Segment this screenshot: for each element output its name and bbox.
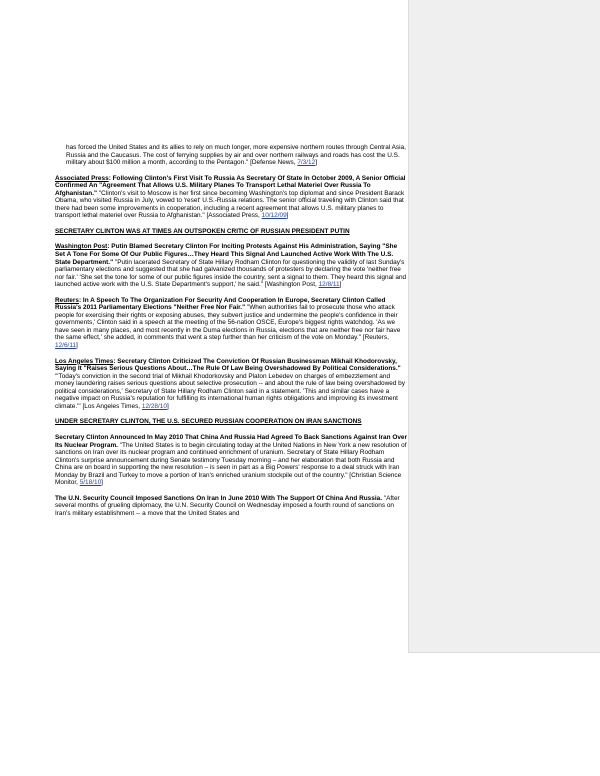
news-item: Los Angeles Times: Secretary Clinton Criticized The Conviction Of Russian Businessman Mikhail Khodorovsky, Saying It "Raises Serious Questions About…The Rule Of Law Being Overshadowed By Political Considerations." "'Today's conviction in the second trial of Mikhail Khodorkovsky and Platon Lebedev on charges of embezzlement and money laundering raises serious questions about selective prosecution -- and about the rule of law being overshadowed by political considerations,' Secretary of State Hillary Rodham Clinton said in a statement. 'This and similar cases have a negative impact on Russia's reputation for fulfilling its international human rights obligations and improving its investment climate.'" [Los Angeles Times, 12/28/10] [55,357,405,410]
citation-link[interactable]: 12/8/11 [318,281,340,289]
item-text: "Putin lacerated Secretary of State Hillary Rodham Clinton for questioning the validity of last Sunday's parliamentary elections and suggested that she had galvanized thousands of protesters by declaring the vote 'neither free nor fair.' 'She set the tone for some of our public figures inside the country, sent a signal to them. They heard this signal and launched active work with the U.S. State Department's support,' he said." [Washington Post, [55,258,407,289]
news-item: Secretary Clinton Announced In May 2010 That China And Russia Had Agreed To Back Sanctions Against Iran Over Its Nuclear Program. "The United States is to begin circulating today at the United Nations in New York a new resolution of sanctions on Iran over its nuclear program and continued enrichment of uranium. Secretary of State Hillary Rodham Clinton's surprise announcement during Senate testimony Tuesday morning – and her elaboration that both Russia and China are on board in supporting the new resolution – is seen in part as a Big Powers' response to a deal struck with Iran Monday by Brazil and Turkey to move a portion of Iran's enriched uranium stockpile out of the country." [Christian Science Monitor, 5/18/10] [55,433,407,487]
paragraph-continued: has forced the United States and its allies to rely on much longer, more expensive northern routes through Central Asia, Russia and the Caucasus. The cost of ferrying supplies by air and over northern railways and roads has cost the U.S. military about $100 million a month, according to the Pentagon." [Defense News, 7/3/12] [66,144,406,167]
item-headline: : Following Clinton's First Visit To Russia As Secretary Of State In October 2009, A Senior Official Confirmed An "Agreement That Allows U.S. Military Planes To Transport Lethal Materiel Over Russia To Afghanistan." [55,174,406,197]
item-text: "The United States is to begin circulating today at the United Nations in New York a new resolution of sanctions on Iran over its nuclear program and continued enrichment of uranium. Secretary of State Hillary Rodham Clinton's surprise announcement during Senate testimony Tuesday morning – and her elaboration that both Russia and China are on board in supporting the new resolution – is seen in part as a Big Powers' response to a deal struck with Iran Monday by Brazil and Turkey to move a portion of Iran's enriched uranium stockpile out of the country." [Christian Science Monitor, [55,441,407,487]
comment-margin-panel [408,0,600,653]
news-item: Reuters: In A Speech To The Organization For Security And Cooperation In Europe, Secretary Clinton Called Russia's 2011 Parliamentary Elections "Neither Free Nor Fair." "When authorities fail to prosecute those who attack people for exercising their rights or exposing abuses, they subvert justice and undermine the people's confidence in their governments,' Clinton said in a speech at the meeting of the 56-nation OSCE, Europe's biggest rights watchdog. 'As we have seen in many places, and most recently in the Duma elections in Russia, elections that are neither free nor fair have the same effect,' she added, in comments that went a step further than her criticism of the vote on Monday." [Reuters, 12/6/11] [55,296,401,350]
item-text: "When authorities fail to prosecute those who attack people for exercising their rights or exposing abuses, they subvert justice and undermine the people's confidence in their governments,' Clinton said in a speech at the meeting of the 56-nation OSCE, Europe's biggest rights watchdog. 'As we have seen in many places, and most recently in the Duma elections in Russia, elections that are neither free nor fair have the same effect,' she added, in comments that went a step further than her criticism of the vote on Monday." [Reuters, [55,304,401,342]
section-heading: UNDER SECRETARY CLINTON, THE U.S. SECURED RUSSIAN COOPERATION ON IRAN SANCTIONS [55,418,362,426]
item-headline: Secretary Clinton Announced In May 2010 That China And Russia Had Agreed To Back Sanctions Against Iran Over Its Nuclear Program. [55,433,407,449]
citation-link[interactable]: 12/28/10 [141,402,167,410]
citation-link[interactable]: 12/6/11 [55,342,76,350]
citation-link[interactable]: 5/18/10 [79,479,102,487]
source-name: Associated Press [55,174,109,182]
item-text: "Clinton's visit to Moscow is her first since becoming Washington's top diplomat and since President Barack Obama, who visited Russia in July, vowed to 'reset' U.S.-Russia relations. The senior official traveling with Clinton said that there had been some improvements in cooperation, including a recent agreement that allows U.S. military planes to transport lethal materiel over Russia to Afghanistan." [Associated Press, [55,189,405,220]
source-name: Washington Post [55,243,108,251]
item-text: "'Today's conviction in the second trial of Mikhail Khodorkovsky and Platon Lebedev on charges of embezzlement and money laundering raises serious questions about selective prosecution -- and about the rule of law being overshadowed by political considerations,' Secretary of State Hillary Rodham Clinton said in a statement. 'This and similar cases have a negative impact on Russia's reputation for fulfilling its international human rights obligations and improving its investment climate.'" [Los Angeles Times, [55,372,405,410]
news-item [55,495,407,518]
source-name: Reuters [55,296,79,304]
item-headline: : Putin Blamed Secretary Clinton For Inciting Protests Against His Administration, Saying "She Set A Tone For Some Of Our Public Figures…They Heard This Signal And Launched Active Work With The U.S. State Department." [55,243,398,266]
citation-link[interactable]: 10/12/09 [261,212,287,220]
item-headline: The U.N. Security Council Imposed Sanctions On Iran In June 2010 With The Support Of China And Russia. [55,494,382,502]
document-body [55,144,407,525]
item-headline: : In A Speech To The Organization For Security And Cooperation In Europe, Secretary Clinton Called Russia's 2011 Parliamentary Elections "Neither Free Nor Fair." [55,296,386,312]
section-heading: SECRETARY CLINTON WAS AT TIMES AN OUTSPOKEN CRITIC OF RUSSIAN PRESIDENT PUTIN [55,227,350,235]
citation-link[interactable]: 7/3/12 [297,159,316,167]
news-item: Associated Press: Following Clinton's First Visit To Russia As Secretary Of State In October 2009, A Senior Official Confirmed An "Agreement That Allows U.S. Military Planes To Transport Lethal Materiel Over Russia To Afghanistan." "Clinton's visit to Moscow is her first since becoming Washington's top diplomat and since President Barack Obama, who visited Russia in July, vowed to 'reset' U.S.-Russia relations. The senior official traveling with Clinton said that there had been some improvements in cooperation, including a recent agreement that allows U.S. military planes to transport lethal materiel over Russia to Afghanistan." [Associated Press, 10/12/09] [55,174,406,220]
item-text: "After several months of grueling diplomacy, the U.N. Security Council on Wednesday imposed a fourth round of sanctions on Iran's military establishment -- a move that the United States and [55,494,400,517]
paragraph-text: has forced the United States and its allies to rely on much longer, more expensive northern routes through Central Asia, Russia and the Caucasus. The cost of ferrying supplies by air and over northern railways and roads has cost the U.S. military about $100 million a month, according to the Pentagon." [Defense News, [66,144,406,167]
news-item: Washington Post: Putin Blamed Secretary Clinton For Inciting Protests Against His Administration, Saying "She Set A Tone For Some Of Our Public Figures…They Heard This Signal And Launched Active Work With The U.S. State Department." "Putin lacerated Secretary of State Hillary Rodham Clinton for questioning the validity of last Sunday's parliamentary elections and suggested that she had galvanized thousands of protesters by declaring the vote 'neither free nor fair.' 'She set the tone for some of our public figures inside the country, sent a signal to them. They heard this signal and launched active work with the U.S. State Department's support,' he said." [Washington Post, 12/8/11] [55,243,407,289]
source-name: Los Angeles Times [55,357,114,365]
item-headline: : Secretary Clinton Criticized The Conviction Of Russian Businessman Mikhail Khodorovsky, Saying It "Raises Serious Questions About…The Rule Of Law Being Overshadowed By Political Considerations." [55,357,401,373]
